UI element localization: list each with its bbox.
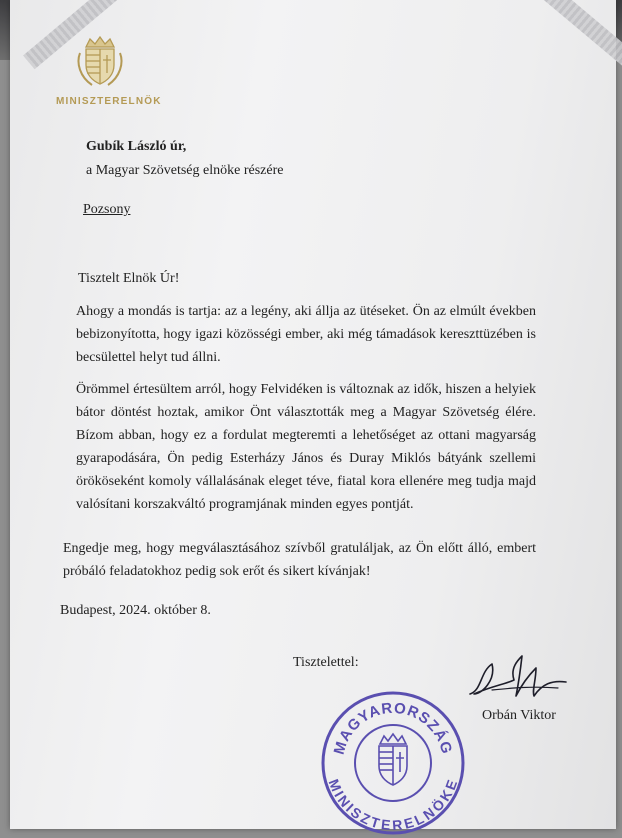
letterhead-title: MINISZTERELNÖK: [56, 96, 162, 107]
signatory-name: Orbán Viktor: [482, 708, 556, 723]
official-seal-stamp: [318, 688, 468, 838]
letter-paragraph-3: Engedje meg, hogy megválasztásához szívből gratuláljak, az Ön előtt álló, embert próbáló feladatokhoz pedig sok erőt és sikert kívánjak!: [63, 541, 536, 579]
recipient-city: Pozsony: [83, 202, 131, 217]
salutation: Tisztelt Elnök Úr!: [78, 271, 180, 286]
letter-date: Budapest, 2024. október 8.: [60, 603, 211, 618]
letter-paragraph-1: Ahogy a mondás is tartja: az a legény, aki állja az ütéseket. Ön az elmúlt években bebizonyította, hogy igazi közösségi ember, aki még támadások kereszttüzében is becsülettel helyt tud állni.: [76, 304, 536, 365]
coat-of-arms-icon: [72, 33, 128, 89]
recipient-name: Gubík László úr,: [86, 139, 187, 154]
letter-paragraph-2: Örömmel értesültem arról, hogy Felvidéken is változnak az idők, hiszen a helyiek bátor döntést hoztak, amikor Önt választották meg a Magyar Szövetség élére. Bízom abban, hogy ez a fordulat megteremti a lehetőséget az ottani magyarság gyarapodására, Ön pedig Esterházy János és Duray Miklós bátyánk szellemi örököseként komoly vállalásának eleget téve, fiatal kora ellenére meg tudja majd valósítani korszakváltó programjának minden egyes pontját.: [76, 382, 536, 512]
seal-crest-icon: [379, 734, 407, 785]
seal-top-text: MAGYARORSZÁG: [330, 699, 456, 757]
handwritten-signature: [462, 650, 572, 710]
seal-bottom-text: MINISZTERELNÖKE: [325, 776, 461, 834]
photo-corner-right: [542, 0, 622, 69]
recipient-role: a Magyar Szövetség elnöke részére: [86, 163, 284, 178]
closing-phrase: Tisztelettel:: [293, 655, 359, 670]
